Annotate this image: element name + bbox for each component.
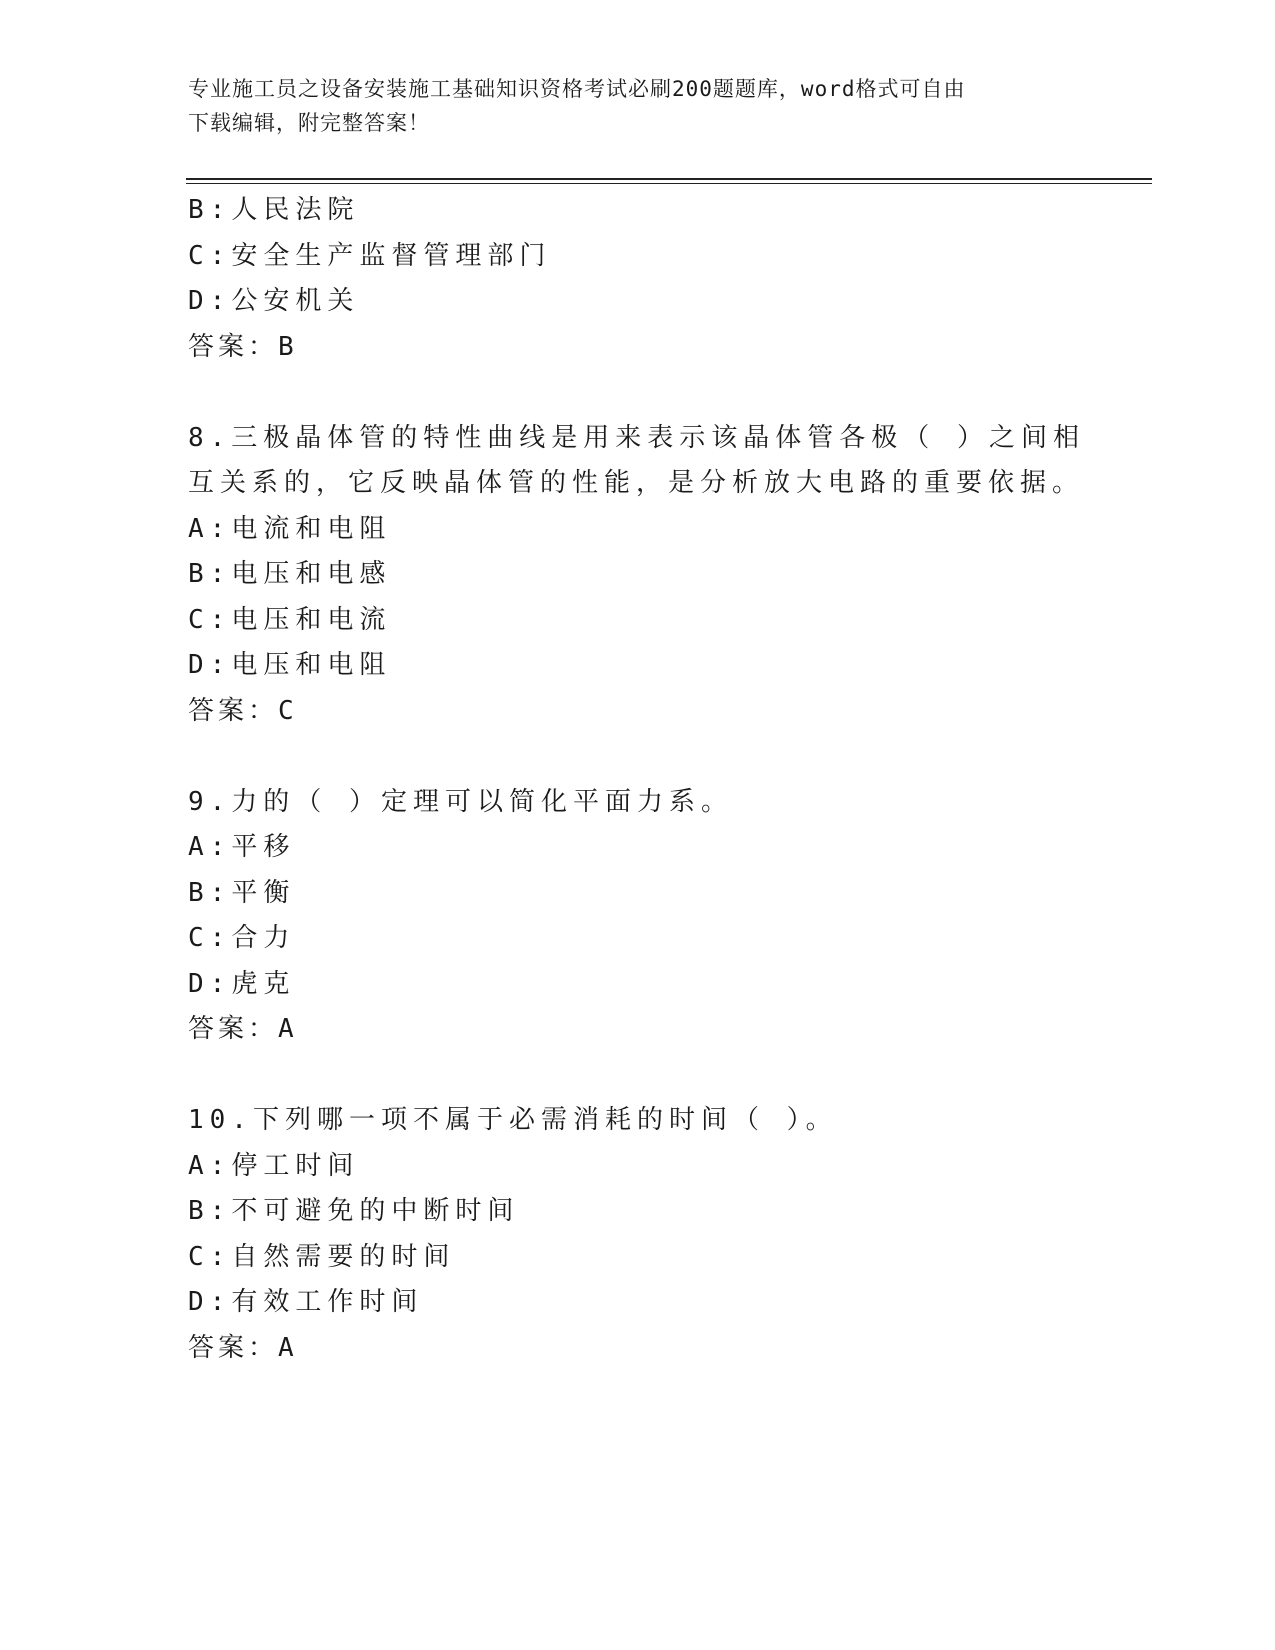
option-text: 停工时间 [231,1150,360,1181]
option-d [188,279,1088,325]
answer-line [188,1007,1088,1053]
option-text: 合力 [231,923,296,953]
option-text: 电压和电流 [231,604,392,635]
answer-value: B [278,331,296,362]
option-c [188,916,1088,962]
header-divider-thin [186,183,1152,184]
option-letter: B: [188,195,232,225]
option-text: 不可避免的中断时间 [231,1196,520,1226]
option-b [188,871,1088,917]
answer-line [188,689,1088,735]
option-letter: C: [188,604,232,635]
option-letter: D: [188,968,232,999]
option-letter: C: [188,1241,232,1272]
option-d [188,1280,1088,1326]
header-line-1: 专业施工员之设备安装施工基础知识资格考试必刷200题题库，word格式可自由 [188,77,966,101]
option-b [188,188,1088,234]
option-text: 平移 [231,832,296,862]
option-letter: C: [188,923,232,953]
option-text: 电流和电阻 [231,513,392,544]
header-divider-thick [186,178,1152,180]
option-letter: C: [188,240,232,271]
option-letter: B: [188,559,232,589]
option-text: 公安机关 [231,286,360,316]
question-text: 9.力的（ ）定理可以简化平面力系。 [188,786,733,817]
answer-label: 答案： [188,1332,279,1363]
option-letter: A: [188,1150,232,1181]
header-line-2: 下载编辑，附完整答案！ [188,111,430,135]
option-d [188,643,1088,689]
answer-value: A [278,1332,296,1363]
question-text: 10.下列哪一项不属于必需消耗的时间（ ）。 [188,1105,838,1135]
option-text: 有效工作时间 [231,1287,424,1317]
option-b [188,552,1088,598]
option-letter: D: [188,286,232,316]
option-text: 电压和电感 [231,559,392,589]
answer-value: A [278,1014,296,1044]
question-9 [188,780,1088,1053]
answer-label: 答案： [188,695,279,726]
option-c [188,234,1088,280]
option-letter: D: [188,650,232,680]
option-letter: D: [188,1287,232,1317]
option-text: 虎克 [231,968,296,999]
answer-label: 答案： [188,331,279,362]
option-letter: A: [188,832,232,862]
answer-line [188,325,1088,371]
answer-value: C [278,695,296,726]
option-letter: B: [188,877,232,908]
document-body [188,188,1088,1371]
question-8 [188,416,1088,735]
answer-label: 答案： [188,1014,279,1044]
option-a [188,507,1088,553]
option-b [188,1189,1088,1235]
option-a [188,825,1088,871]
option-text: 自然需要的时间 [231,1241,456,1272]
option-letter: B: [188,1196,232,1226]
option-text: 安全生产监督管理部门 [231,240,552,271]
option-letter: A: [188,513,232,544]
question-text: 8.三极晶体管的特性曲线是用来表示该晶体管各极（ ）之间相互关系的，它反映晶体管的性能，是分析放大电路的重要依据。 [188,422,1085,498]
option-text: 平衡 [231,877,296,908]
option-a [188,1144,1088,1190]
option-c [188,598,1088,644]
question-7-continued [188,188,1088,370]
option-d [188,962,1088,1008]
option-text: 电压和电阻 [231,650,392,680]
option-c [188,1235,1088,1281]
option-text: 人民法院 [231,195,360,225]
document-header [188,72,1068,140]
question-10 [188,1098,1088,1371]
answer-line [188,1326,1088,1372]
